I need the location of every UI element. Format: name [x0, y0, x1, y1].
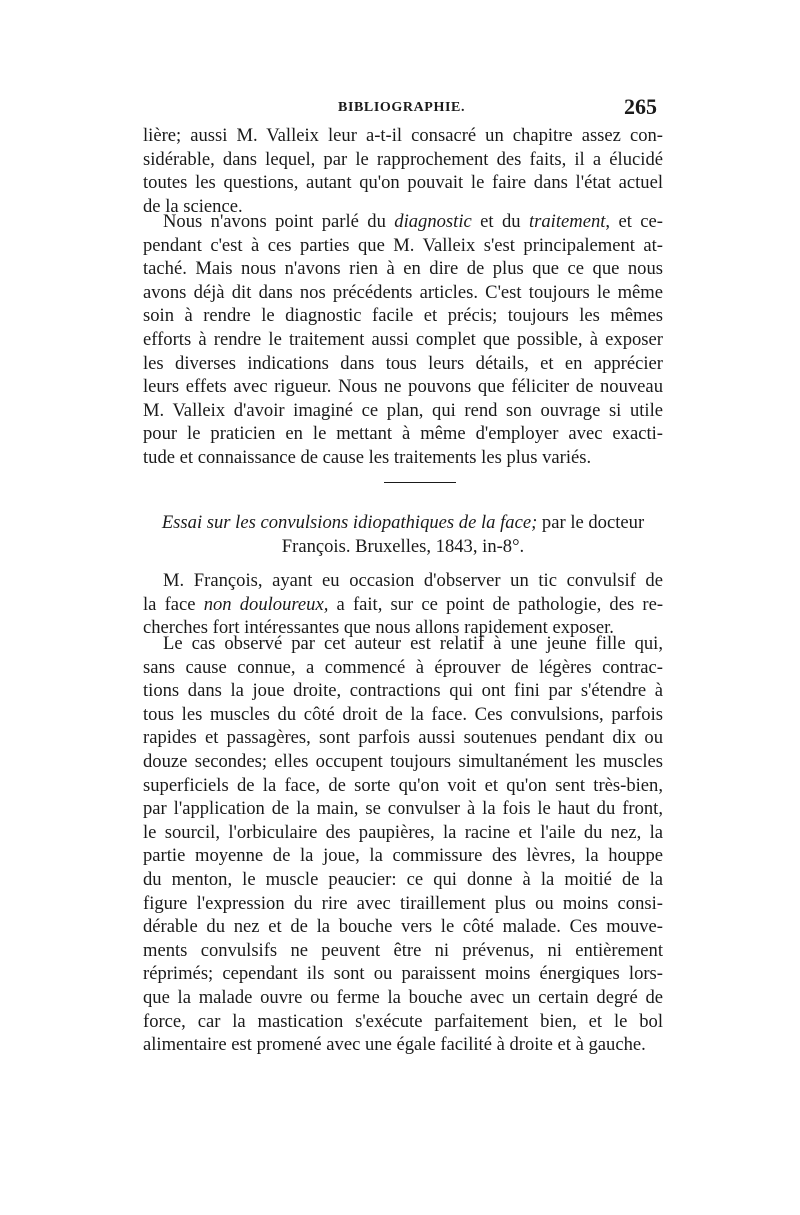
text-line: alimentaire est promené avec une égale facilité à droite et à gauche.: [143, 1034, 646, 1056]
text-line: avons déjà dit dans nos précédents articles. C'est toujours le même: [143, 281, 663, 303]
text-line: lière; aussi M. Valleix leur a-t-il consacré un chapitre assez con-: [143, 125, 663, 146]
text-line: tous les muscles du côté droit de la face. Ces convulsions, parfois: [143, 703, 663, 725]
running-head: BIBLIOGRAPHIE.: [338, 100, 466, 115]
paragraph-2: [143, 210, 663, 470]
text-line: tude et connaissance de cause les traitements les plus variés.: [143, 446, 592, 468]
paragraph-3: [143, 569, 663, 640]
text-line: rapides et passagères, sont parfois aussi soutenues pendant dix ou: [143, 727, 663, 749]
text-line: Le cas observé par cet auteur est relatif à une jeune fille qui,: [163, 633, 663, 654]
emphasis-diagnostic: diagnostic: [394, 211, 472, 232]
review-title-line-1: [143, 511, 663, 535]
text-line: soin à rendre le diagnostic facile et précis; toujours les mêmes: [143, 305, 663, 327]
text-line: pour le praticien en le mettant à même d'employer avec exacti-: [143, 423, 663, 445]
text-line: du menton, le muscle peaucier: ce qui donne à la moitié de la: [143, 868, 663, 890]
text-line: toutes les questions, autant qu'on pouvait le faire dans l'état actuel: [143, 172, 663, 194]
text-line: figure l'expression du rire avec tiraillement plus ou moins consi-: [143, 892, 663, 914]
text-line: douze secondes; elles occupent toujours simultanément les muscles: [143, 750, 663, 772]
text-line: tions dans la joue droite, contractions qui ont fini par s'étendre à: [143, 680, 663, 702]
text-line: cherches fort intéressantes que nous allons rapidement exposer.: [143, 617, 614, 639]
text-run: a fait, sur ce point de pathologie, des re-: [328, 593, 664, 615]
text-line: pendant c'est à ces parties que M. Valleix s'est principalement at-: [143, 234, 663, 256]
text-run: Nous n'avons point parlé du: [163, 211, 395, 232]
text-line: leurs effets avec rigueur. Nous ne pouvons que féliciter de nouveau: [143, 376, 663, 398]
paragraph-1: [143, 124, 663, 218]
review-title-line-2: François. Bruxelles, 1843, in-8°.: [281, 536, 525, 557]
text-run: et du: [471, 211, 529, 232]
text-line: de la science.: [143, 195, 243, 217]
text-line: efforts à rendre le traitement aussi complet que possible, à exposer: [143, 328, 663, 350]
text-line: M. François, ayant eu occasion d'observer un tic convulsif de: [163, 570, 663, 591]
text-line: sans cause connue, a commencé à éprouver de légères contrac-: [143, 656, 663, 678]
text-line: réprimés; cependant ils sont ou paraissent moins énergiques lors-: [143, 963, 663, 985]
text-run: la face: [143, 593, 204, 615]
text-line: sidérable, dans lequel, par le rapprochement des faits, il a élucidé: [143, 148, 663, 170]
text-line: que la malade ouvre ou ferme la bouche avec un certain degré de: [143, 986, 663, 1008]
book-title: Essai sur les convulsions idiopathiques de la face;: [161, 512, 538, 533]
book-author-intro: par le docteur: [537, 512, 645, 533]
text-line: les diverses indications dans tous leurs détails, et en apprécier: [143, 352, 663, 374]
emphasis-non-douloureux: non douloureux,: [203, 593, 329, 615]
text-run: , et ce-: [605, 211, 663, 232]
page-header: [143, 94, 663, 122]
text-line: le sourcil, l'orbiculaire des paupières, la racine et l'aile du nez, la: [143, 821, 663, 843]
text-line: partie moyenne de la joue, la commissure des lèvres, la houppe: [143, 845, 663, 867]
page-number: 265: [624, 94, 657, 119]
paragraph-4: [143, 632, 663, 1057]
text-line: [143, 593, 663, 617]
review-title: [143, 511, 663, 559]
text-line: superficiels de la face, de sorte qu'on voit et qu'on sent très-bien,: [143, 774, 663, 796]
text-line: par l'application de la main, se convulser à la fois le haut du front,: [143, 798, 663, 820]
text-line: [143, 210, 663, 234]
text-line: ments convulsifs ne peuvent être ni prévenus, ni entièrement: [143, 939, 663, 961]
text-line: dérable du nez et de la bouche vers le côté malade. Ces mouve-: [143, 916, 663, 938]
section-divider: [384, 482, 456, 483]
text-line: M. Valleix d'avoir imaginé ce plan, qui rend son ouvrage si utile: [143, 399, 663, 421]
text-line: force, car la mastication s'exécute parfaitement bien, et le bol: [143, 1010, 663, 1032]
emphasis-traitement: traitement: [528, 211, 606, 232]
text-line: taché. Mais nous n'avons rien à en dire de plus que ce que nous: [143, 258, 663, 280]
